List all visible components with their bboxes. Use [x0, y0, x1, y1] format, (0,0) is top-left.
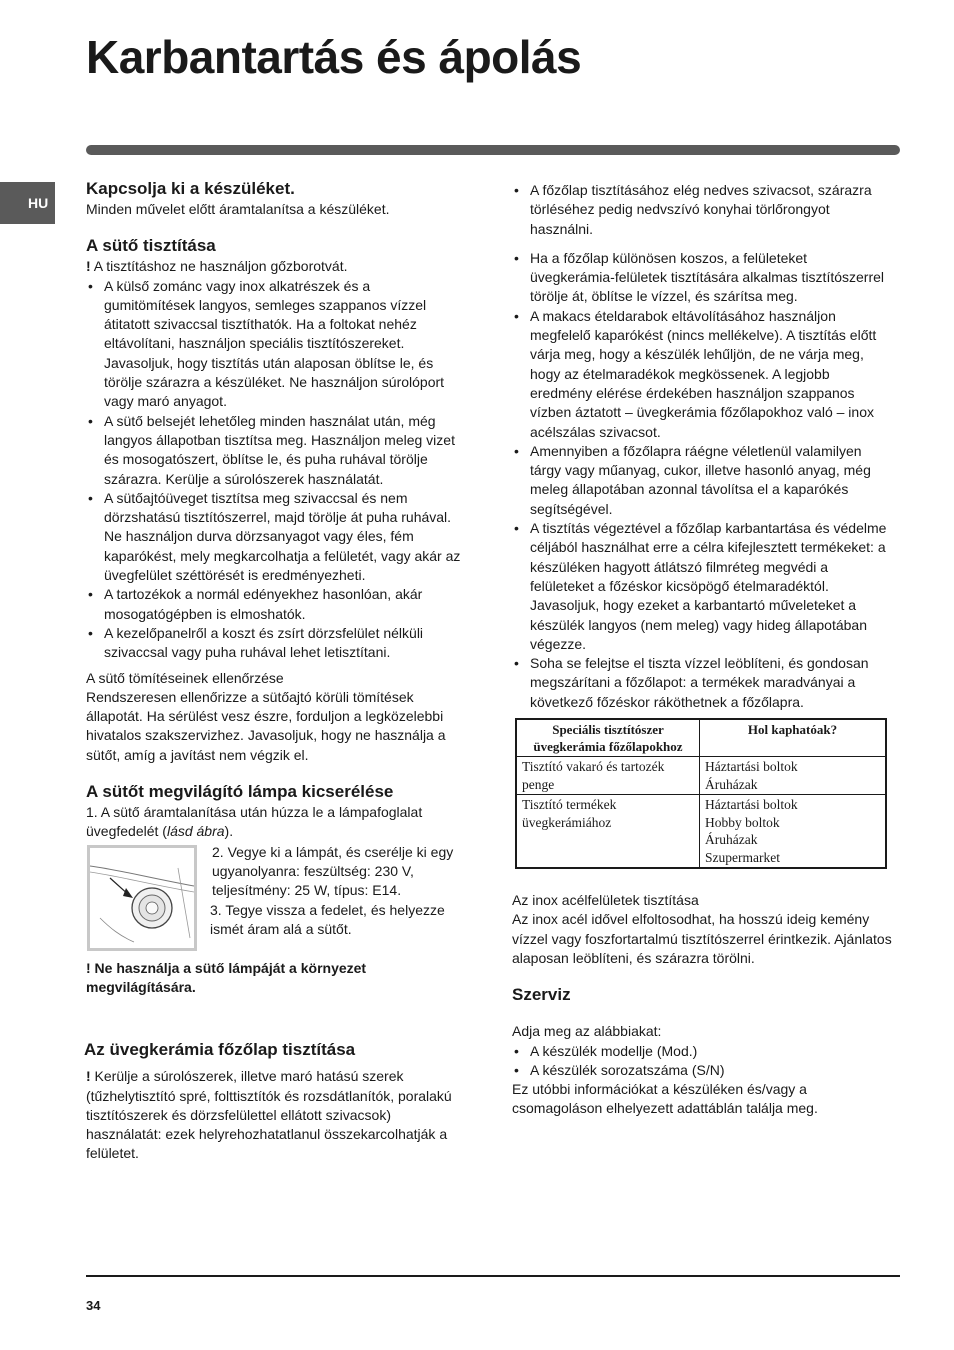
warning-text: A tisztításhoz ne használjon gőzborotvát. — [90, 258, 348, 275]
table-cell: Háztartási boltok Áruházak — [700, 757, 887, 795]
hob-cleaning-list — [512, 181, 892, 712]
left-column — [86, 178, 464, 1164]
switch-off-heading: Kapcsolja ki a készüléket. — [86, 179, 295, 198]
list-item: • A készülék sorozatszáma (S/N) — [512, 1061, 892, 1080]
language-label: HU — [28, 195, 49, 211]
lamp-step-1: 1. A sütő áramtalanítása után húzza le a lámpafoglalat üvegfedelét (lásd ábra). — [86, 804, 423, 840]
page-number: 34 — [86, 1298, 101, 1313]
list-item: • A sütő belsejét lehetőleg minden használat után, még langyos állapotban tisztítsa meg. Használjon meleg vizet és mosogatószert, öblítse le, és puha ruhával törölje szárazra. Kerülje a súrolószerek használatát. — [86, 412, 464, 489]
table-header-row — [516, 719, 886, 757]
lamp-replace-heading: A sütőt megvilágító lámpa kicserélése — [86, 782, 394, 802]
list-item: • A kezelőpanelről a koszt és zsírt dörzsfelület nélküli szivaccsal vagy puha ruhával lehet letisztítani. — [86, 624, 464, 663]
ceramic-hob-text: ! Kerülje a súrolószerek, illetve maró hatású szerek (tűzhelytisztító spré, folttisztítók és rozsdátlanítók, poralakú tisztítószerek és dörzsfelülettel ellátott szivacsok) használatát: ezek helyrehozhatatlanul összekarcolhatják a felületet. — [86, 1068, 452, 1162]
table-row — [516, 757, 886, 795]
oven-cleaning-heading: A sütő tisztítása — [86, 236, 216, 256]
switch-off-text: Minden művelet előtt áramtalanítsa a készüléket. — [86, 201, 390, 217]
list-item: • A sütőajtóüveget tisztítsa meg szivaccsal és nem dörzshatású tisztítószerrel, majd törölje át puha ruhával. Ne használjon durva dörzsanyagot vagy éles, fém kaparókést, mely megkarcolhatja a felületét, vagy akár az üvegfelület széttörését is eredményezheti. — [86, 489, 464, 585]
service-intro: Adja meg az alábbiakat: — [512, 1023, 662, 1040]
right-column — [512, 181, 892, 1119]
ceramic-hob-heading: Az üvegkerámia főzőlap tisztítása — [84, 1040, 356, 1060]
warning-mark: ! — [86, 258, 91, 275]
list-item: • Ha a főzőlap különösen koszos, a felületeket üvegkerámia-felületek tisztítására alkalmas tisztítószerrel törölje át, öblítse le vízzel, és szárítsa meg. — [512, 249, 892, 307]
table-header-cell: Speciális tisztítószer üvegkerámia főzőlapokhoz — [516, 719, 700, 757]
list-item: • A tisztítás végeztével a főzőlap karbantartása és védelme céljából használhat erre a célra kifejlesztett termékeket: a készüléken hagyott átlátszó filmréteg megvédi a felületeket a főzéskor kicsöpögő ételmaradéktól. Javasoljuk, hogy ezeket a karbantartó műveleteket a készülék langyos (nem meleg) vagy hideg állapotában végezze. — [512, 519, 892, 654]
title-divider-bar — [86, 145, 900, 155]
list-item: • Soha se felejtse el tiszta vízzel leöblíteni, és gondosan megszárítani a főzőlapot: a termékek maradványai a következő főzéskor ráköthetnek a főzőlapra. — [512, 654, 892, 712]
list-item: • A készülék modellje (Mod.) — [512, 1042, 892, 1061]
table-cell: Tisztító termékek üvegkerámiához — [516, 795, 700, 869]
list-item: • A makacs ételdarabok eltávolításához használjon megfelelő kaparókést (nincs mellékelve). A tisztítás előtt várja meg, hogy a készülék lehűljön, de ne várja meg, hogy az ételmaradékok megkössenek. A legjobb eredmény elérése érdekében használjon szappanos vízben áztatott – üvegkerámia főzőlapokhoz való – inox acélszálas szivacsot. — [512, 307, 892, 442]
list-item: • A külső zománc vagy inox alkatrészek és a gumitömítések langyos, semleges szappanos vízzel átitatott szivaccsal tisztíthatók. Ha a foltokat nehéz eltávolítani, használjon speciális tisztítószereket. Javasoljuk, hogy tisztítás után alaposan öblítse le, és törölje szárazra a készüléket. Ne használjon súrolóport vagy maró anyagot. — [86, 277, 464, 412]
list-item: • Amennyiben a főzőlapra ráégne véletlenül valamilyen tárgy vagy műanyag, cukor, illetve hasonló anyag, még meleg állapotában azonnal távolítsa el a kaparókés segítségével. — [512, 442, 892, 519]
list-item: • A tartozékok a normál edényekhez hasonlóan, akár mosogatógépben is elmoshatók. — [86, 585, 464, 624]
oven-cleaning-warning — [86, 257, 464, 276]
lamp-figure-row — [86, 843, 464, 957]
page-title: Karbantartás és ápolás — [86, 31, 582, 83]
oven-cleaning-list — [86, 277, 464, 663]
list-item: • A főzőlap tisztításához elég nedves szivacsot, szárazra törléséhez pedig nedvszívó konyhai törlőrongyot használni. — [512, 181, 892, 239]
language-tab — [0, 182, 55, 224]
inox-heading: Az inox acélfelületek tisztítása — [512, 892, 699, 909]
service-heading: Szerviz — [512, 985, 571, 1005]
lamp-steps-text — [212, 843, 462, 939]
cleaner-table — [515, 718, 887, 869]
seal-check-text: Rendszeresen ellenőrizze a sütőajtó körüli tömítések állapotát. Ha sérülést vesz észre, forduljon a legközelebbi hivatalos szakszervizhez. Javasoljuk, hogy ne használja a sütőt, amíg a javítást nem végzik el. — [86, 688, 446, 763]
inox-text: Az inox acél idővel elfoltosodhat, ha hosszú ideig kemény vízzel vagy foszfortartalmú tisztítószerrel érintkezik. Ajánlatos alaposan leöblíteni, és szárazra törölni. — [512, 911, 892, 966]
table-cell: Tisztító vakaró és tartozék penge — [516, 757, 700, 795]
lamp-diagram-image — [87, 845, 197, 951]
warning-mark: ! — [86, 1068, 91, 1085]
lamp-step-2: 2. Vegye ki a lámpát, és cserélje ki egy ugyanolyanra: feszültség: 230 V, teljesítmény: 25 W, típus: E14. — [212, 843, 454, 899]
table-header-cell: Hol kaphatóak? — [700, 719, 887, 757]
lamp-warning: ! Ne használja a sütő lámpáját a környezet megvilágítására. — [86, 959, 367, 995]
lamp-step-3: 3. Tegye vissza a fedelet, és helyezze ismét áram alá a sütőt. — [210, 901, 445, 937]
service-list — [512, 1042, 892, 1081]
table-cell: Háztartási boltok Hobby boltok Áruházak Szupermarket — [700, 795, 887, 869]
table-row — [516, 795, 886, 869]
footer-divider — [86, 1275, 900, 1277]
service-note: Ez utóbbi információkat a készüléken és/vagy a csomagoláson elhelyezett adattáblán találja meg. — [512, 1081, 818, 1117]
seal-check-heading: A sütő tömítéseinek ellenőrzése — [86, 669, 284, 686]
